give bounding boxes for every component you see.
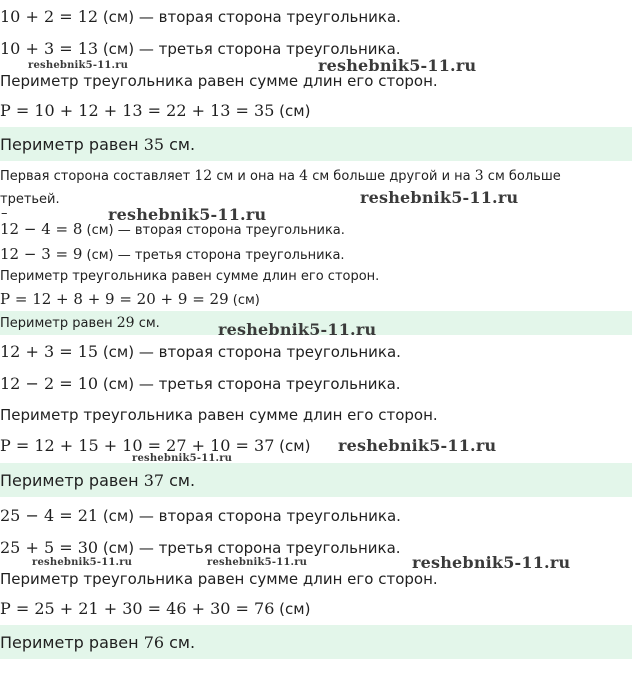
dash-mark: – [1, 206, 8, 221]
equation: P = 12 + 15 + 10 = 27 + 10 = 37 [0, 436, 275, 455]
line-text: Периметр треугольника равен сумме длин его сторон. [0, 269, 380, 284]
equation: 10 + 2 = 12 [0, 7, 99, 26]
perimeter-formula [0, 101, 310, 120]
solution-line [0, 570, 438, 588]
equation: 12 − 4 = 8 [0, 220, 83, 238]
answer-value: 35 [143, 135, 165, 154]
watermark: reshebnik5-11.ru [338, 436, 497, 455]
equation: P = 25 + 21 + 30 = 46 + 30 = 76 [0, 599, 275, 618]
line-text: (см) — вторая сторона треугольника. [98, 343, 401, 361]
answer-unit: см. [164, 135, 196, 154]
watermark: reshebnik5-11.ru [218, 320, 377, 339]
answer-text: Периметр равен [0, 471, 144, 490]
line-text: (см) — вторая сторона треугольника. [98, 507, 401, 525]
equation: 25 + 5 = 30 [0, 538, 99, 557]
line-text: (см) — вторая сторона треугольника. [82, 223, 345, 238]
statement-text: см больше другой и на [308, 169, 475, 184]
line-text: Периметр треугольника равен сумме длин его сторон. [0, 406, 438, 424]
statement-text: см больше [483, 169, 561, 184]
answer-unit: см. [164, 471, 196, 490]
statement-text: третьей. [0, 192, 60, 207]
equation: 12 − 2 = 10 [0, 374, 99, 393]
line-text: Периметр треугольника равен сумме длин его сторон. [0, 72, 438, 90]
answer-unit: см. [164, 633, 196, 652]
answer-line [0, 471, 195, 490]
solution-line [0, 7, 401, 26]
line-text: (см) [274, 600, 311, 618]
problem-statement-cont [0, 192, 60, 207]
stray-dash [1, 206, 8, 221]
watermark: reshebnik5-11.ru [132, 453, 233, 464]
problem-statement [0, 168, 561, 184]
watermark: reshebnik5-11.ru [28, 60, 129, 71]
line-text: (см) [274, 102, 311, 120]
answer-text: Периметр равен [0, 135, 144, 154]
statement-number: 12 [194, 168, 213, 184]
statement-number: 4 [299, 168, 309, 184]
solution-line [0, 406, 438, 424]
line-text: (см) [274, 437, 311, 455]
equation: 12 + 3 = 15 [0, 342, 99, 361]
solution-line [0, 506, 401, 525]
answer-unit: см. [134, 316, 160, 331]
statement-text: см и она на [212, 169, 300, 184]
perimeter-formula [0, 290, 260, 308]
line-text: (см) — третья сторона треугольника. [82, 248, 345, 263]
solution-line [0, 245, 345, 263]
solution-line [0, 342, 401, 361]
answer-value: 76 [143, 633, 165, 652]
watermark: reshebnik5-11.ru [108, 205, 267, 224]
answer-line [0, 633, 195, 652]
answer-text: Периметр равен [0, 633, 144, 652]
answer-line [0, 135, 195, 154]
equation: P = 10 + 12 + 13 = 22 + 13 = 35 [0, 101, 275, 120]
answer-text: Периметр равен [0, 316, 117, 331]
solution-line [0, 374, 401, 393]
equation: P = 12 + 8 + 9 = 20 + 9 = 29 [0, 290, 229, 308]
equation: 10 + 3 = 13 [0, 39, 99, 58]
watermark: reshebnik5-11.ru [32, 557, 133, 568]
line-text: (см) — третья сторона треугольника. [98, 375, 401, 393]
watermark: reshebnik5-11.ru [318, 56, 477, 75]
statement-text: Первая сторона составляет [0, 169, 195, 184]
line-text: (см) — третья сторона треугольника. [98, 539, 401, 557]
answer-value: 29 [116, 315, 135, 331]
line-text: (см) — вторая сторона треугольника. [98, 8, 401, 26]
line-text: (см) — третья сторона треугольника. [98, 40, 401, 58]
solution-line [0, 269, 379, 284]
perimeter-formula [0, 599, 310, 618]
equation: 12 − 3 = 9 [0, 245, 83, 263]
answer-value: 37 [143, 471, 165, 490]
watermark: reshebnik5-11.ru [360, 188, 519, 207]
equation: 25 − 4 = 21 [0, 506, 99, 525]
watermark: reshebnik5-11.ru [207, 557, 308, 568]
line-text: (см) [228, 293, 260, 308]
line-text: Периметр треугольника равен сумме длин его сторон. [0, 570, 438, 588]
answer-line [0, 315, 160, 331]
solution-line [0, 538, 401, 557]
statement-number: 3 [474, 168, 484, 184]
watermark: reshebnik5-11.ru [412, 553, 571, 572]
